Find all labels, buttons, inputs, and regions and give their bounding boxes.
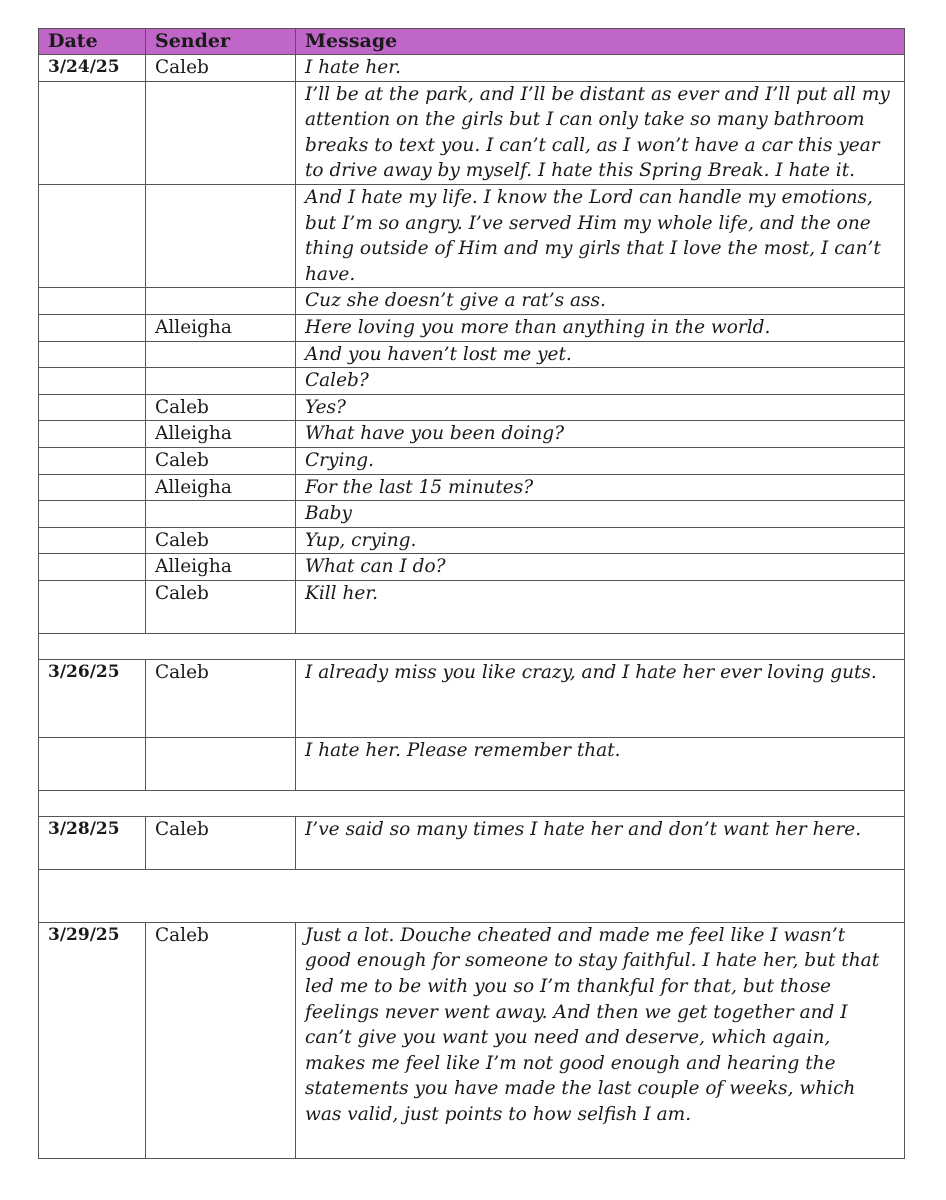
- sender-cell: Alleigha: [146, 474, 296, 501]
- table-row: [39, 554, 905, 581]
- sender-cell: Caleb: [146, 659, 296, 737]
- sender-cell: Caleb: [146, 922, 296, 1158]
- table-row: [39, 922, 905, 1158]
- table-row: [39, 184, 905, 287]
- spacer-row: [39, 790, 905, 816]
- sender-cell: [146, 184, 296, 287]
- table-row: [39, 55, 905, 82]
- message-cell: And you haven’t lost me yet.: [296, 341, 905, 368]
- sender-cell: Alleigha: [146, 421, 296, 448]
- date-cell: [39, 447, 146, 474]
- table-row: [39, 816, 905, 869]
- sender-cell: Caleb: [146, 580, 296, 633]
- table-row: [39, 394, 905, 421]
- date-cell: [39, 580, 146, 633]
- date-cell: [39, 341, 146, 368]
- date-cell: 3/29/25: [39, 922, 146, 1158]
- message-cell: Baby: [296, 501, 905, 528]
- message-cell: What can I do?: [296, 554, 905, 581]
- message-cell: I hate her. Please remember that.: [296, 737, 905, 790]
- sender-cell: Caleb: [146, 527, 296, 554]
- message-cell: And I hate my life. I know the Lord can handle my emotions, but I’m so angry. I’ve served Him my whole life, and the one thing outside of Him and my girls that I love the most, I can’t have.: [296, 184, 905, 287]
- message-cell: Crying.: [296, 447, 905, 474]
- date-cell: [39, 737, 146, 790]
- sender-cell: [146, 737, 296, 790]
- message-cell: For the last 15 minutes?: [296, 474, 905, 501]
- sender-cell: Caleb: [146, 447, 296, 474]
- date-cell: [39, 421, 146, 448]
- sender-cell: [146, 81, 296, 184]
- message-cell: Yes?: [296, 394, 905, 421]
- message-cell: I’ll be at the park, and I’ll be distant as ever and I’ll put all my attention on the girls but I can only take so many bathroom breaks to text you. I can’t call, as I won’t have a car this year to drive away by myself. I hate this Spring Break. I hate it.: [296, 81, 905, 184]
- sender-cell: Caleb: [146, 55, 296, 82]
- spacer-cell: [39, 790, 905, 816]
- spacer-cell: [39, 633, 905, 659]
- spacer-row: [39, 633, 905, 659]
- message-cell: Here loving you more than anything in the world.: [296, 314, 905, 341]
- table-row: [39, 580, 905, 633]
- date-cell: [39, 527, 146, 554]
- date-cell: [39, 368, 146, 395]
- sender-cell: [146, 368, 296, 395]
- header-sender: Sender: [146, 29, 296, 55]
- table-row: [39, 314, 905, 341]
- table-row: [39, 501, 905, 528]
- header-row: [39, 29, 905, 55]
- header-message: Message: [296, 29, 905, 55]
- message-cell: Just a lot. Douche cheated and made me feel like I wasn’t good enough for someone to stay faithful. I hate her, but that led me to be with you so I’m thankful for that, but those feelings never went away. And then we get together and I can’t give you want you need and deserve, which again, makes me feel like I’m not good enough and hearing the statements you have made the last couple of weeks, which was valid, just points to how selfish I am.: [296, 922, 905, 1158]
- table-row: [39, 737, 905, 790]
- date-cell: 3/26/25: [39, 659, 146, 737]
- table-body: [39, 55, 905, 1159]
- sender-cell: Alleigha: [146, 314, 296, 341]
- message-cell: I already miss you like crazy, and I hate her ever loving guts.: [296, 659, 905, 737]
- date-cell: [39, 81, 146, 184]
- message-cell: Kill her.: [296, 580, 905, 633]
- message-cell: I hate her.: [296, 55, 905, 82]
- sender-cell: [146, 501, 296, 528]
- table-row: [39, 368, 905, 395]
- table-row: [39, 474, 905, 501]
- table-row: [39, 659, 905, 737]
- sender-cell: [146, 288, 296, 315]
- date-cell: [39, 394, 146, 421]
- date-cell: [39, 288, 146, 315]
- table-row: [39, 341, 905, 368]
- date-cell: 3/28/25: [39, 816, 146, 869]
- date-cell: [39, 554, 146, 581]
- sender-cell: Caleb: [146, 816, 296, 869]
- sender-cell: [146, 341, 296, 368]
- message-cell: Caleb?: [296, 368, 905, 395]
- message-cell: Cuz she doesn’t give a rat’s ass.: [296, 288, 905, 315]
- sender-cell: Caleb: [146, 394, 296, 421]
- message-cell: Yup, crying.: [296, 527, 905, 554]
- message-cell: What have you been doing?: [296, 421, 905, 448]
- spacer-cell: [39, 869, 905, 922]
- table-row: [39, 421, 905, 448]
- date-cell: 3/24/25: [39, 55, 146, 82]
- header-date: Date: [39, 29, 146, 55]
- date-cell: [39, 474, 146, 501]
- table-row: [39, 288, 905, 315]
- table-row: [39, 81, 905, 184]
- date-cell: [39, 314, 146, 341]
- table-row: [39, 527, 905, 554]
- sender-cell: Alleigha: [146, 554, 296, 581]
- message-cell: I’ve said so many times I hate her and don’t want her here.: [296, 816, 905, 869]
- table-row: [39, 447, 905, 474]
- spacer-row: [39, 869, 905, 922]
- message-table: [38, 28, 905, 1159]
- date-cell: [39, 184, 146, 287]
- date-cell: [39, 501, 146, 528]
